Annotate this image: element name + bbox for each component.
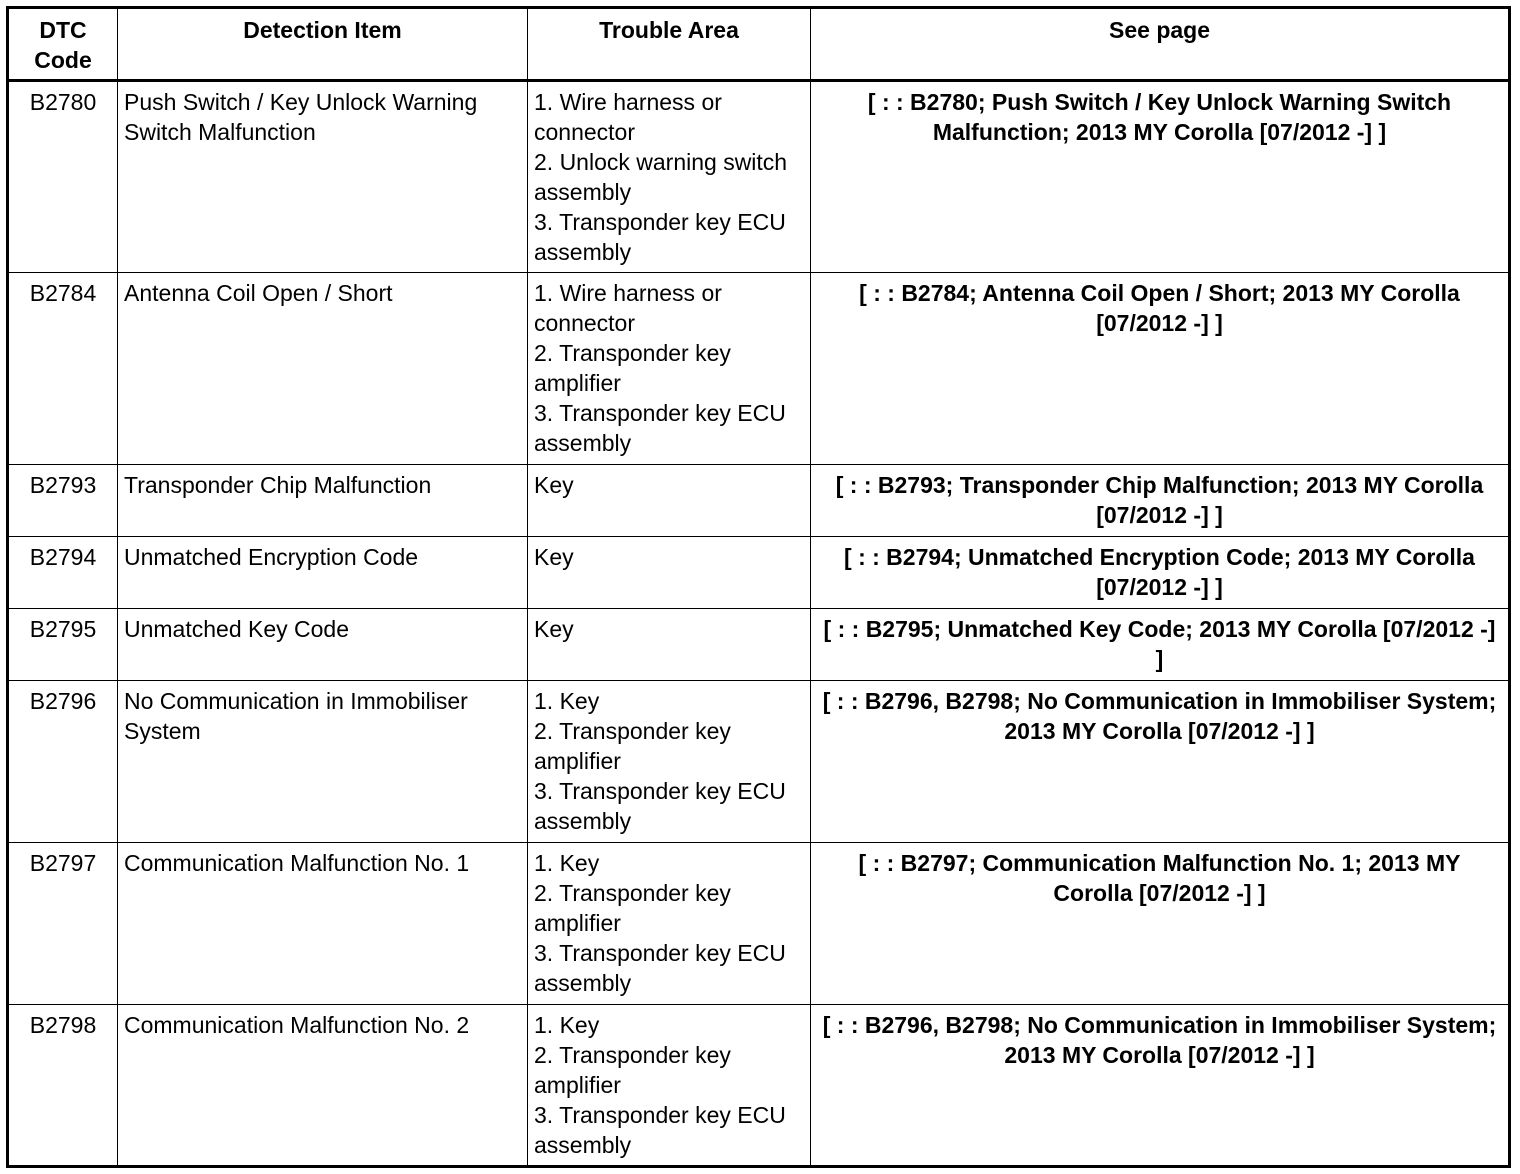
trouble-area <box>528 273 811 465</box>
see-page-link[interactable]: [ : : B2795; Unmatched Key Code; 2013 MY Corolla [07/2012 -] ] <box>811 609 1510 681</box>
detection-item: Antenna Coil Open / Short <box>118 273 528 465</box>
trouble-area <box>528 537 811 609</box>
detection-item: Unmatched Encryption Code <box>118 537 528 609</box>
table-row <box>8 465 1510 537</box>
table-row <box>8 681 1510 843</box>
trouble-area-line: Key <box>534 472 574 498</box>
trouble-area <box>528 681 811 843</box>
detection-item: Transponder Chip Malfunction <box>118 465 528 537</box>
trouble-area-line: 2. Transponder key amplifier <box>534 718 731 774</box>
trouble-area-line: 3. Transponder key ECU assembly <box>534 940 786 996</box>
detection-item: Communication Malfunction No. 2 <box>118 1005 528 1167</box>
table-row <box>8 609 1510 681</box>
header-row <box>8 8 1510 81</box>
trouble-area-line: 1. Key <box>534 688 600 714</box>
trouble-area-line: Key <box>534 544 574 570</box>
dtc-code: B2798 <box>8 1005 118 1167</box>
table-row <box>8 273 1510 465</box>
trouble-area <box>528 1005 811 1167</box>
detection-item: Communication Malfunction No. 1 <box>118 843 528 1005</box>
header-detection-item: Detection Item <box>118 8 528 81</box>
dtc-code: B2795 <box>8 609 118 681</box>
detection-item: No Communication in Immobiliser System <box>118 681 528 843</box>
trouble-area-line: 3. Transponder key ECU assembly <box>534 209 786 265</box>
trouble-area-line: 3. Transponder key ECU assembly <box>534 1102 786 1158</box>
trouble-area-line: 2. Transponder key amplifier <box>534 1042 731 1098</box>
see-page-link[interactable]: [ : : B2797; Communication Malfunction No. 1; 2013 MY Corolla [07/2012 -] ] <box>811 843 1510 1005</box>
dtc-code: B2793 <box>8 465 118 537</box>
table-row <box>8 81 1510 273</box>
detection-item: Unmatched Key Code <box>118 609 528 681</box>
header-see-page: See page <box>811 8 1510 81</box>
trouble-area-line: 2. Transponder key amplifier <box>534 880 731 936</box>
see-page-link[interactable]: [ : : B2796, B2798; No Communication in Immobiliser System; 2013 MY Corolla [07/2012 -] ] <box>811 681 1510 843</box>
see-page-link[interactable]: [ : : B2794; Unmatched Encryption Code; 2013 MY Corolla [07/2012 -] ] <box>811 537 1510 609</box>
table-header <box>8 8 1510 81</box>
trouble-area-line: 1. Wire harness or connector <box>534 89 722 145</box>
trouble-area-line: 2. Transponder key amplifier <box>534 340 731 396</box>
trouble-area <box>528 465 811 537</box>
dtc-code: B2780 <box>8 81 118 273</box>
dtc-code: B2797 <box>8 843 118 1005</box>
trouble-area-line: 1. Key <box>534 850 600 876</box>
see-page-link[interactable]: [ : : B2784; Antenna Coil Open / Short; 2013 MY Corolla [07/2012 -] ] <box>811 273 1510 465</box>
dtc-code: B2796 <box>8 681 118 843</box>
see-page-link[interactable]: [ : : B2780; Push Switch / Key Unlock Warning Switch Malfunction; 2013 MY Corolla [07/2012 -] ] <box>811 81 1510 273</box>
see-page-link[interactable]: [ : : B2796, B2798; No Communication in Immobiliser System; 2013 MY Corolla [07/2012 -] ] <box>811 1005 1510 1167</box>
table-row <box>8 1005 1510 1167</box>
header-dtc-code: DTC Code <box>8 8 118 81</box>
trouble-area <box>528 609 811 681</box>
table-row <box>8 537 1510 609</box>
dtc-code: B2794 <box>8 537 118 609</box>
dtc-code: B2784 <box>8 273 118 465</box>
trouble-area-line: 3. Transponder key ECU assembly <box>534 400 786 456</box>
detection-item: Push Switch / Key Unlock Warning Switch Malfunction <box>118 81 528 273</box>
trouble-area-line: Key <box>534 616 574 642</box>
trouble-area <box>528 81 811 273</box>
header-trouble-area: Trouble Area <box>528 8 811 81</box>
trouble-area <box>528 843 811 1005</box>
table-body <box>8 81 1510 1167</box>
see-page-link[interactable]: [ : : B2793; Transponder Chip Malfunction; 2013 MY Corolla [07/2012 -] ] <box>811 465 1510 537</box>
trouble-area-line: 1. Wire harness or connector <box>534 280 722 336</box>
trouble-area-line: 3. Transponder key ECU assembly <box>534 778 786 834</box>
dtc-table <box>6 6 1511 1168</box>
trouble-area-line: 1. Key <box>534 1012 600 1038</box>
table-row <box>8 843 1510 1005</box>
trouble-area-line: 2. Unlock warning switch assembly <box>534 149 788 205</box>
